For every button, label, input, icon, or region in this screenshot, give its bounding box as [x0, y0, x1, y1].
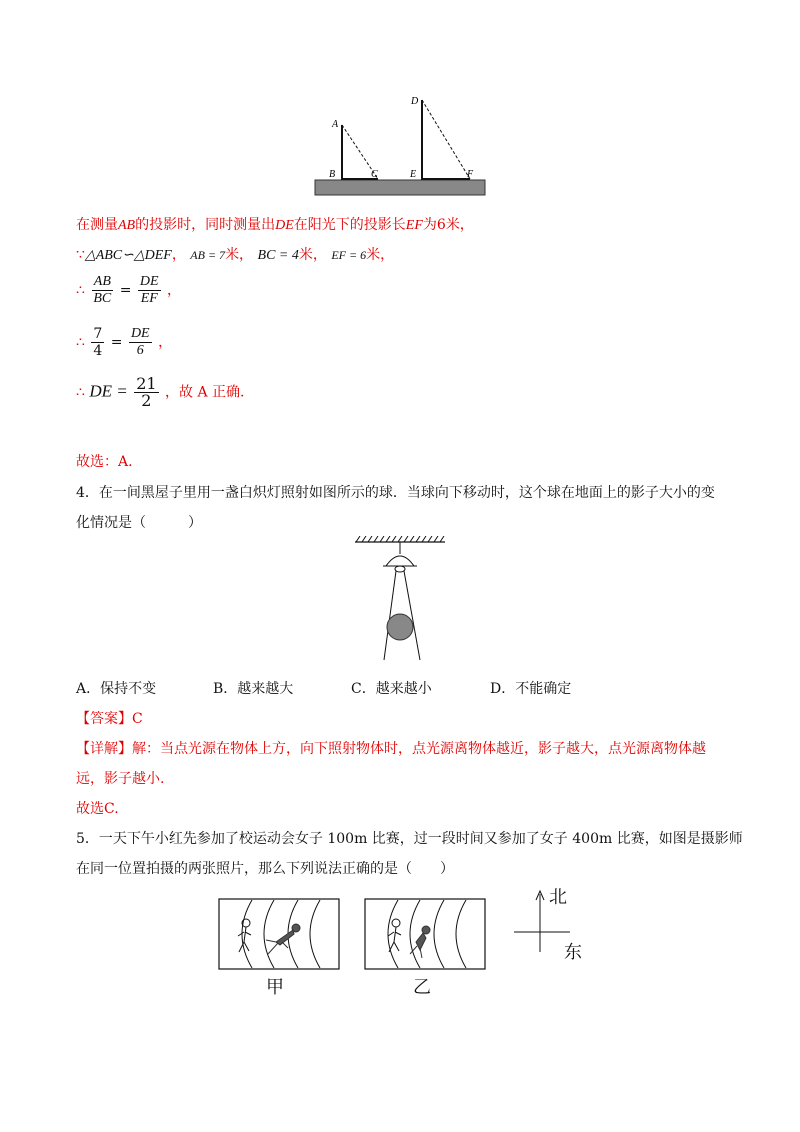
photo-jia	[218, 898, 340, 970]
label-d: D	[411, 96, 419, 107]
solution-line-3: ∴ $\frac{AB}{BC}$ = $\frac{DE}{EF}$ ，	[76, 274, 182, 306]
label-c: C	[371, 169, 378, 180]
ground-bar	[315, 180, 485, 195]
ball	[387, 614, 413, 640]
q4-answer: 【答案】C	[76, 711, 143, 727]
photo-yi-label: 乙	[413, 977, 431, 998]
ray-df	[422, 100, 470, 179]
north-label: 北	[549, 887, 567, 908]
q4-detail-1: 【详解】解：当点光源在物体上方，向下照射物体时，点光源离物体越近，影子越大，点光源离物体越	[76, 741, 706, 757]
q4-option-d: D．不能确定	[490, 681, 572, 697]
photo-jia-label: 甲	[266, 977, 284, 998]
shadow-measure-diagram	[310, 90, 490, 200]
q4-stem-2: 化情况是（ ）	[76, 515, 202, 531]
solution-line-1: 在测量AB的投影时，同时测量出DE在阳光下的投影长EF为6米，	[76, 217, 474, 233]
photo-yi	[364, 898, 486, 970]
q4-stem-1: 4．在一间黑屋子里用一盏白炽灯照射如图所示的球．当球向下移动时，这个球在地面上的影子大小的变	[76, 485, 715, 501]
lamp-ball-diagram	[350, 536, 450, 662]
q4-option-a: A．保持不变	[76, 681, 157, 697]
solution-line-4: ∴ $\frac{7}{4}$ = $\frac{DE}{6}$ ，	[76, 326, 173, 359]
q4-option-b: B．越来越大	[213, 681, 294, 697]
q3-choose: 故选：A.	[76, 454, 133, 470]
bulb	[395, 566, 405, 572]
q4-detail-2: 远，影子越小.	[76, 771, 165, 787]
solution-line-2: ∵△ABC∽△DEF， AB = 7米， BC = 4米， EF = 6米，	[76, 247, 395, 263]
label-a: A	[332, 119, 339, 130]
q4-option-c: C．越来越小	[351, 681, 432, 697]
solution-line-5: ∴ DE = $\frac{21}{2}$ ，故 A 正确.	[76, 374, 245, 410]
label-b: B	[329, 169, 336, 180]
q5-stem-1: 5．一天下午小红先参加了校运动会女子 100m 比赛，过一段时间又参加了女子 400m 比赛，如图是摄影师	[76, 831, 743, 847]
label-e: E	[410, 169, 417, 180]
q4-choose: 故选C.	[76, 801, 119, 817]
q5-stem-2: 在同一位置拍摄的两张照片，那么下列说法正确的是（ ）	[76, 861, 454, 877]
label-f: F	[467, 169, 474, 180]
east-label: 东	[564, 942, 582, 963]
lamp-shade	[386, 556, 414, 566]
